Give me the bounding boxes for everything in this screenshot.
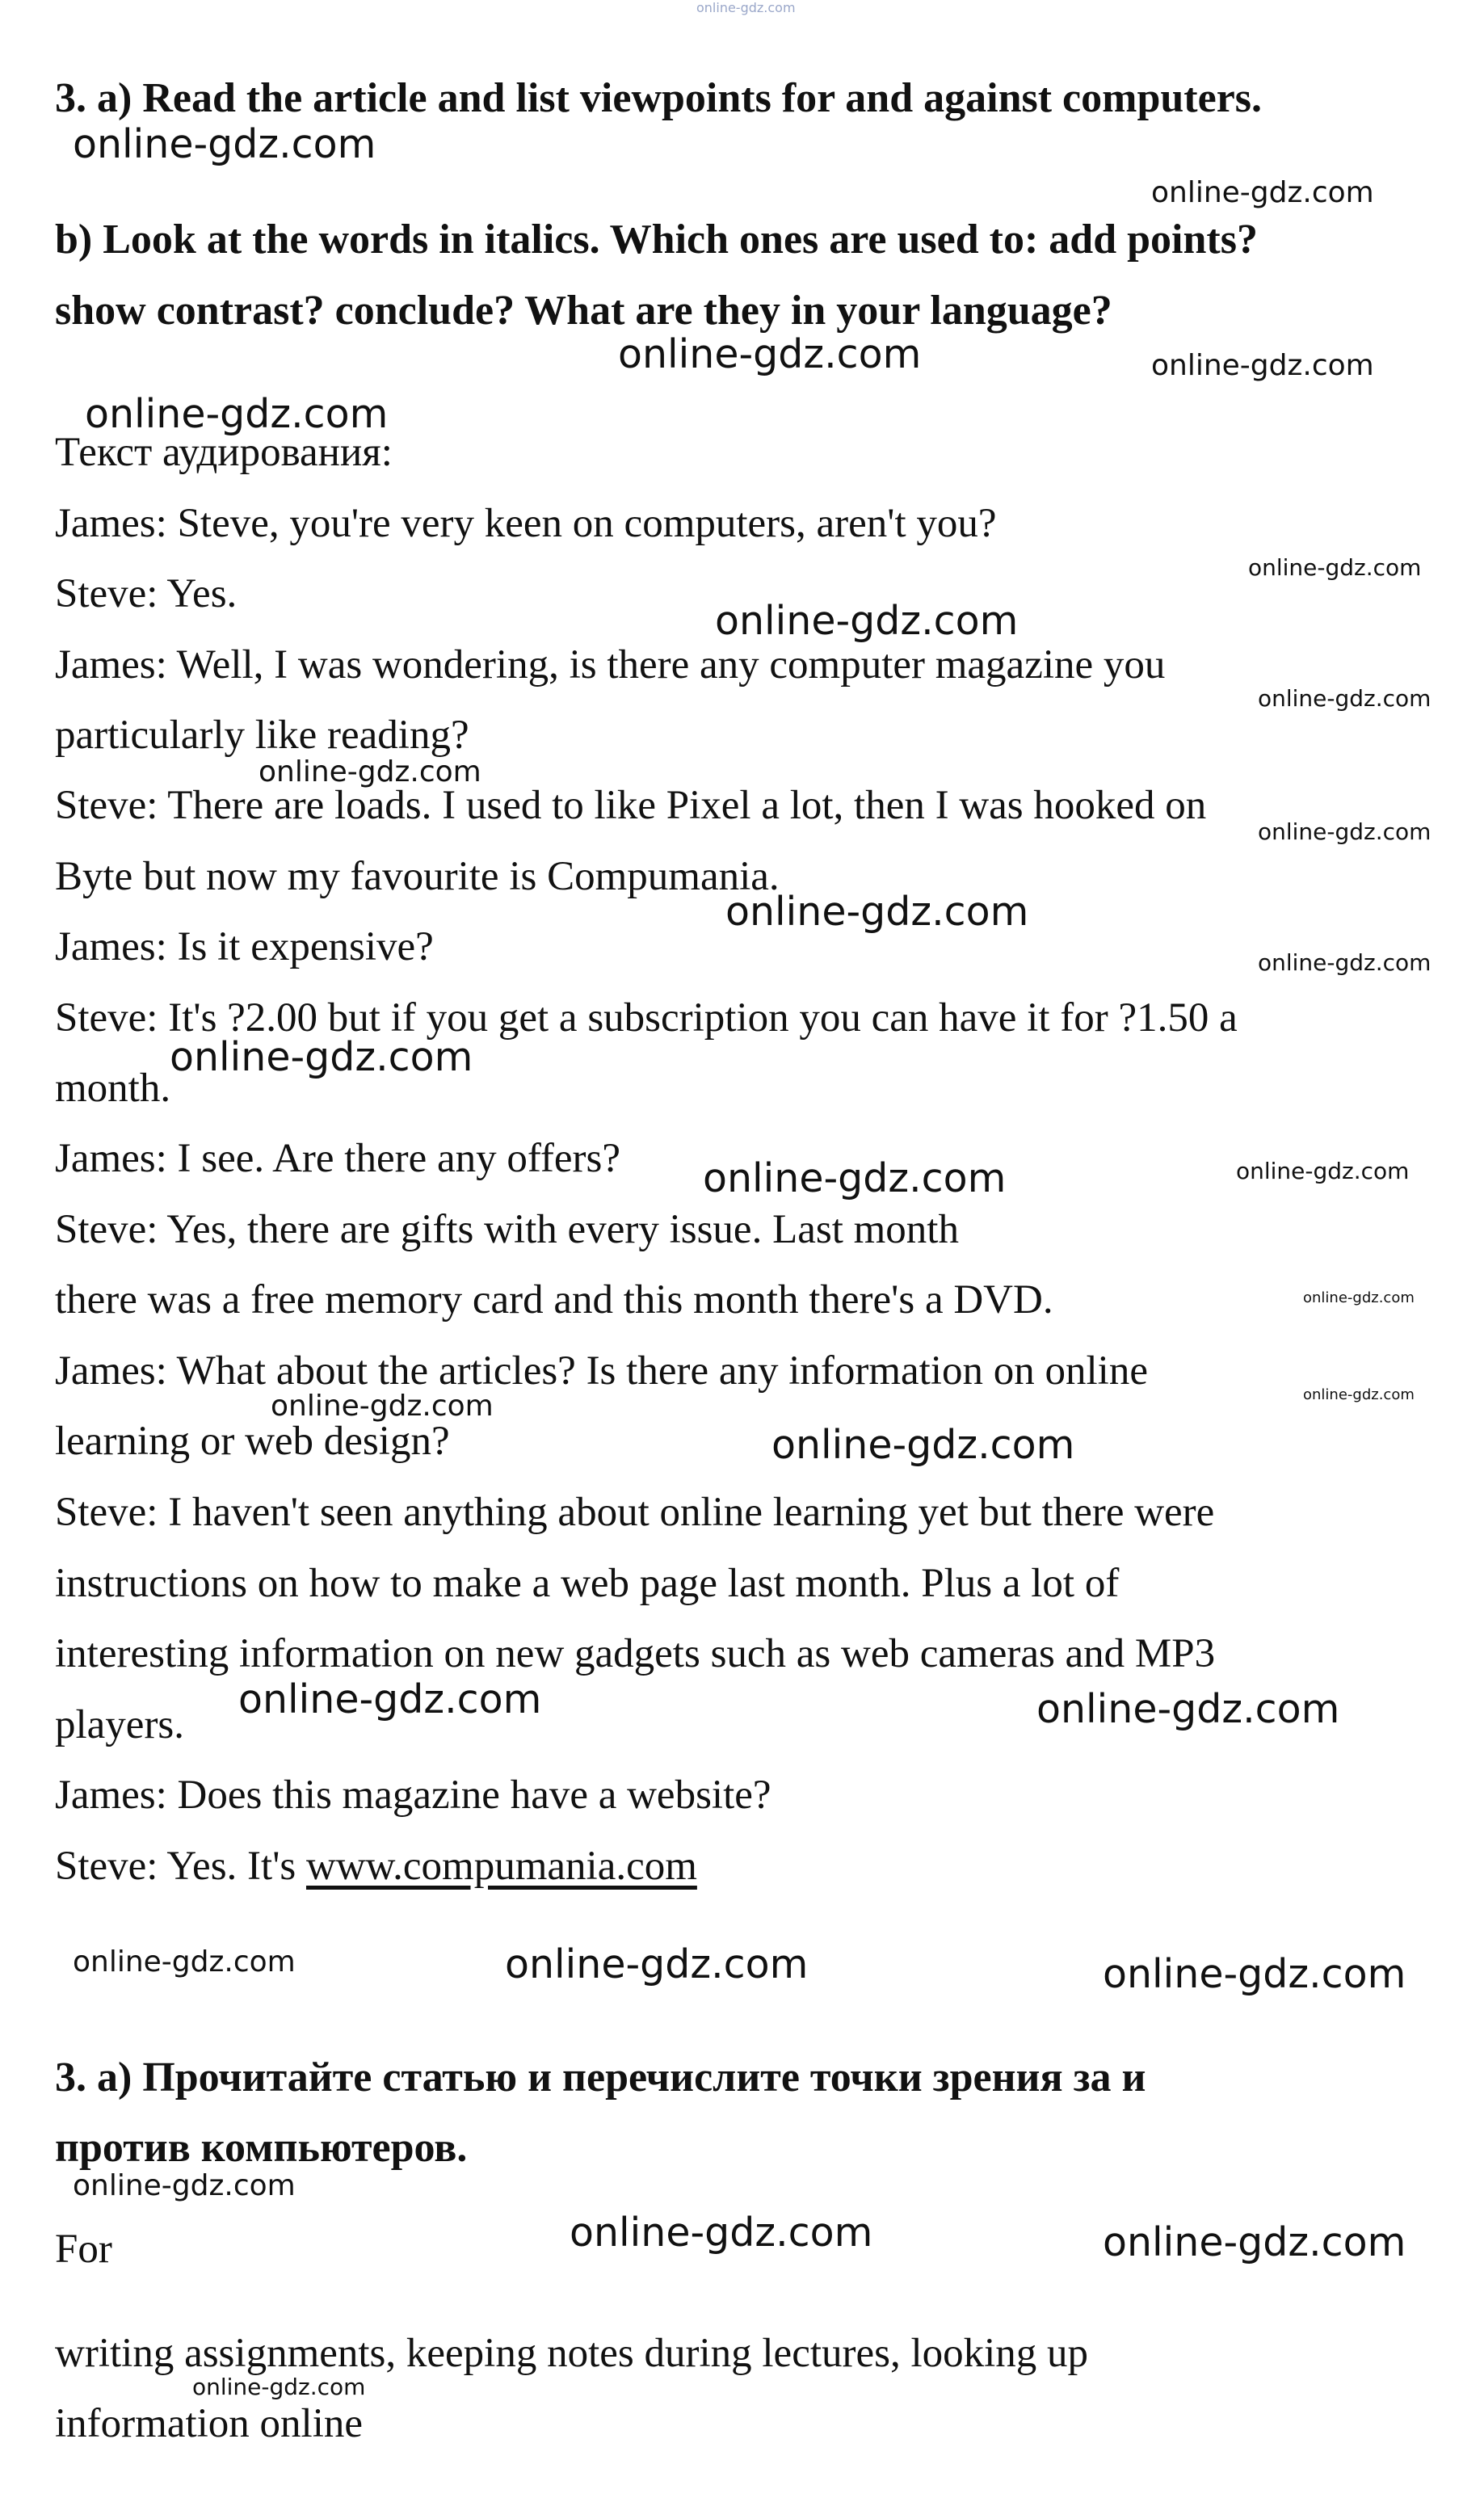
dialogue-line: Byte but now my favourite is Compumania. xyxy=(55,854,780,899)
dialogue-line: instructions on how to make a web page last month. Plus a lot of xyxy=(55,1561,1120,1606)
dialogue-line: particularly like reading? xyxy=(55,713,469,758)
watermark: online-gdz.com xyxy=(73,2169,296,2202)
watermark: online-gdz.com xyxy=(771,1422,1075,1468)
watermark: online-gdz.com xyxy=(1258,949,1431,976)
task-heading-a: 3. a) Read the article and list viewpoints for and against computers. xyxy=(55,75,1263,121)
ru-task-heading-line2: против компьютеров. xyxy=(55,2125,468,2171)
dialogue-line: James: I see. Are there any offers? xyxy=(55,1136,621,1181)
dialogue-line: learning or web design? xyxy=(55,1419,450,1464)
watermark: online-gdz.com xyxy=(170,1034,473,1080)
watermark: online-gdz.com xyxy=(1036,1686,1340,1732)
dialogue-line: James: Does this magazine have a website? xyxy=(55,1773,771,1818)
task-heading-b-line1: b) Look at the words in italics. Which ones are used to: add points? xyxy=(55,217,1258,263)
watermark: online-gdz.com xyxy=(570,2210,873,2256)
dialogue-line: James: Steve, you're very keen on computers, aren't you? xyxy=(55,501,997,546)
watermark: online-gdz.com xyxy=(259,755,481,789)
watermark: online-gdz.com xyxy=(1103,2219,1406,2265)
for-text-line1: writing assignments, keeping notes during lectures, looking up xyxy=(55,2331,1089,2376)
dialogue-line: Steve: It's ?2.00 but if you get a subscription you can have it for ?1.50 a xyxy=(55,995,1238,1041)
watermark: online-gdz.com xyxy=(1303,1386,1415,1403)
dialogue-line: Steve: There are loads. I used to like Pixel a lot, then I was hooked on xyxy=(55,783,1207,828)
dialogue-line: there was a free memory card and this month there's a DVD. xyxy=(55,1277,1053,1323)
watermark: online-gdz.com xyxy=(85,391,389,437)
dialogue-line: players. xyxy=(55,1702,185,1747)
watermark: online-gdz.com xyxy=(1248,554,1422,581)
watermark: online-gdz.com xyxy=(618,331,922,377)
watermark: online-gdz.com xyxy=(1258,685,1431,712)
dialogue-line: Steve: I haven't seen anything about online learning yet but there were xyxy=(55,1490,1215,1535)
watermark: online-gdz.com xyxy=(238,1676,542,1722)
for-label: For xyxy=(55,2227,112,2272)
watermark: online-gdz.com xyxy=(73,121,376,167)
watermark: online-gdz.com xyxy=(1258,818,1431,845)
watermark: online-gdz.com xyxy=(1236,1158,1410,1184)
dialogue-line: James: Is it expensive? xyxy=(55,924,434,969)
website-line-prefix: Steve: Yes. It's xyxy=(55,1844,306,1889)
compumania-link[interactable]: www.compumania.com xyxy=(305,1844,697,1889)
dialogue-line-website xyxy=(55,1831,697,1902)
watermark: online-gdz.com xyxy=(1103,1951,1406,1997)
watermark: online-gdz.com xyxy=(192,2374,366,2400)
dialogue-line: James: What about the articles? Is there any information on online xyxy=(55,1348,1148,1394)
watermark: online-gdz.com xyxy=(1151,176,1374,209)
watermark: online-gdz.com xyxy=(1303,1289,1415,1306)
dialogue-line: Steve: Yes, there are gifts with every issue. Last month xyxy=(55,1207,959,1252)
audio-label: Текст аудирования: xyxy=(55,430,393,475)
watermark: online-gdz.com xyxy=(73,1945,296,1979)
watermark: online-gdz.com xyxy=(271,1390,494,1423)
ru-task-heading-line1: 3. а) Прочитайте статью и перечислите точки зрения за и xyxy=(55,2054,1146,2101)
watermark: online-gdz.com xyxy=(703,1155,1007,1201)
watermark: online-gdz.com xyxy=(1151,349,1374,382)
watermark: online-gdz.com xyxy=(725,889,1029,935)
for-text-line2: information online xyxy=(55,2401,364,2446)
dialogue-line: James: Well, I was wondering, is there any computer magazine you xyxy=(55,642,1166,688)
watermark: online-gdz.com xyxy=(696,0,796,15)
dialogue-line: Steve: Yes. xyxy=(55,571,238,616)
dialogue-line: month. xyxy=(55,1066,171,1111)
dialogue-line: interesting information on new gadgets such as web cameras and MP3 xyxy=(55,1631,1216,1676)
watermark: online-gdz.com xyxy=(715,598,1019,644)
watermark: online-gdz.com xyxy=(505,1941,809,1987)
task-heading-b-line2: show contrast? conclude? What are they in your language? xyxy=(55,288,1112,334)
